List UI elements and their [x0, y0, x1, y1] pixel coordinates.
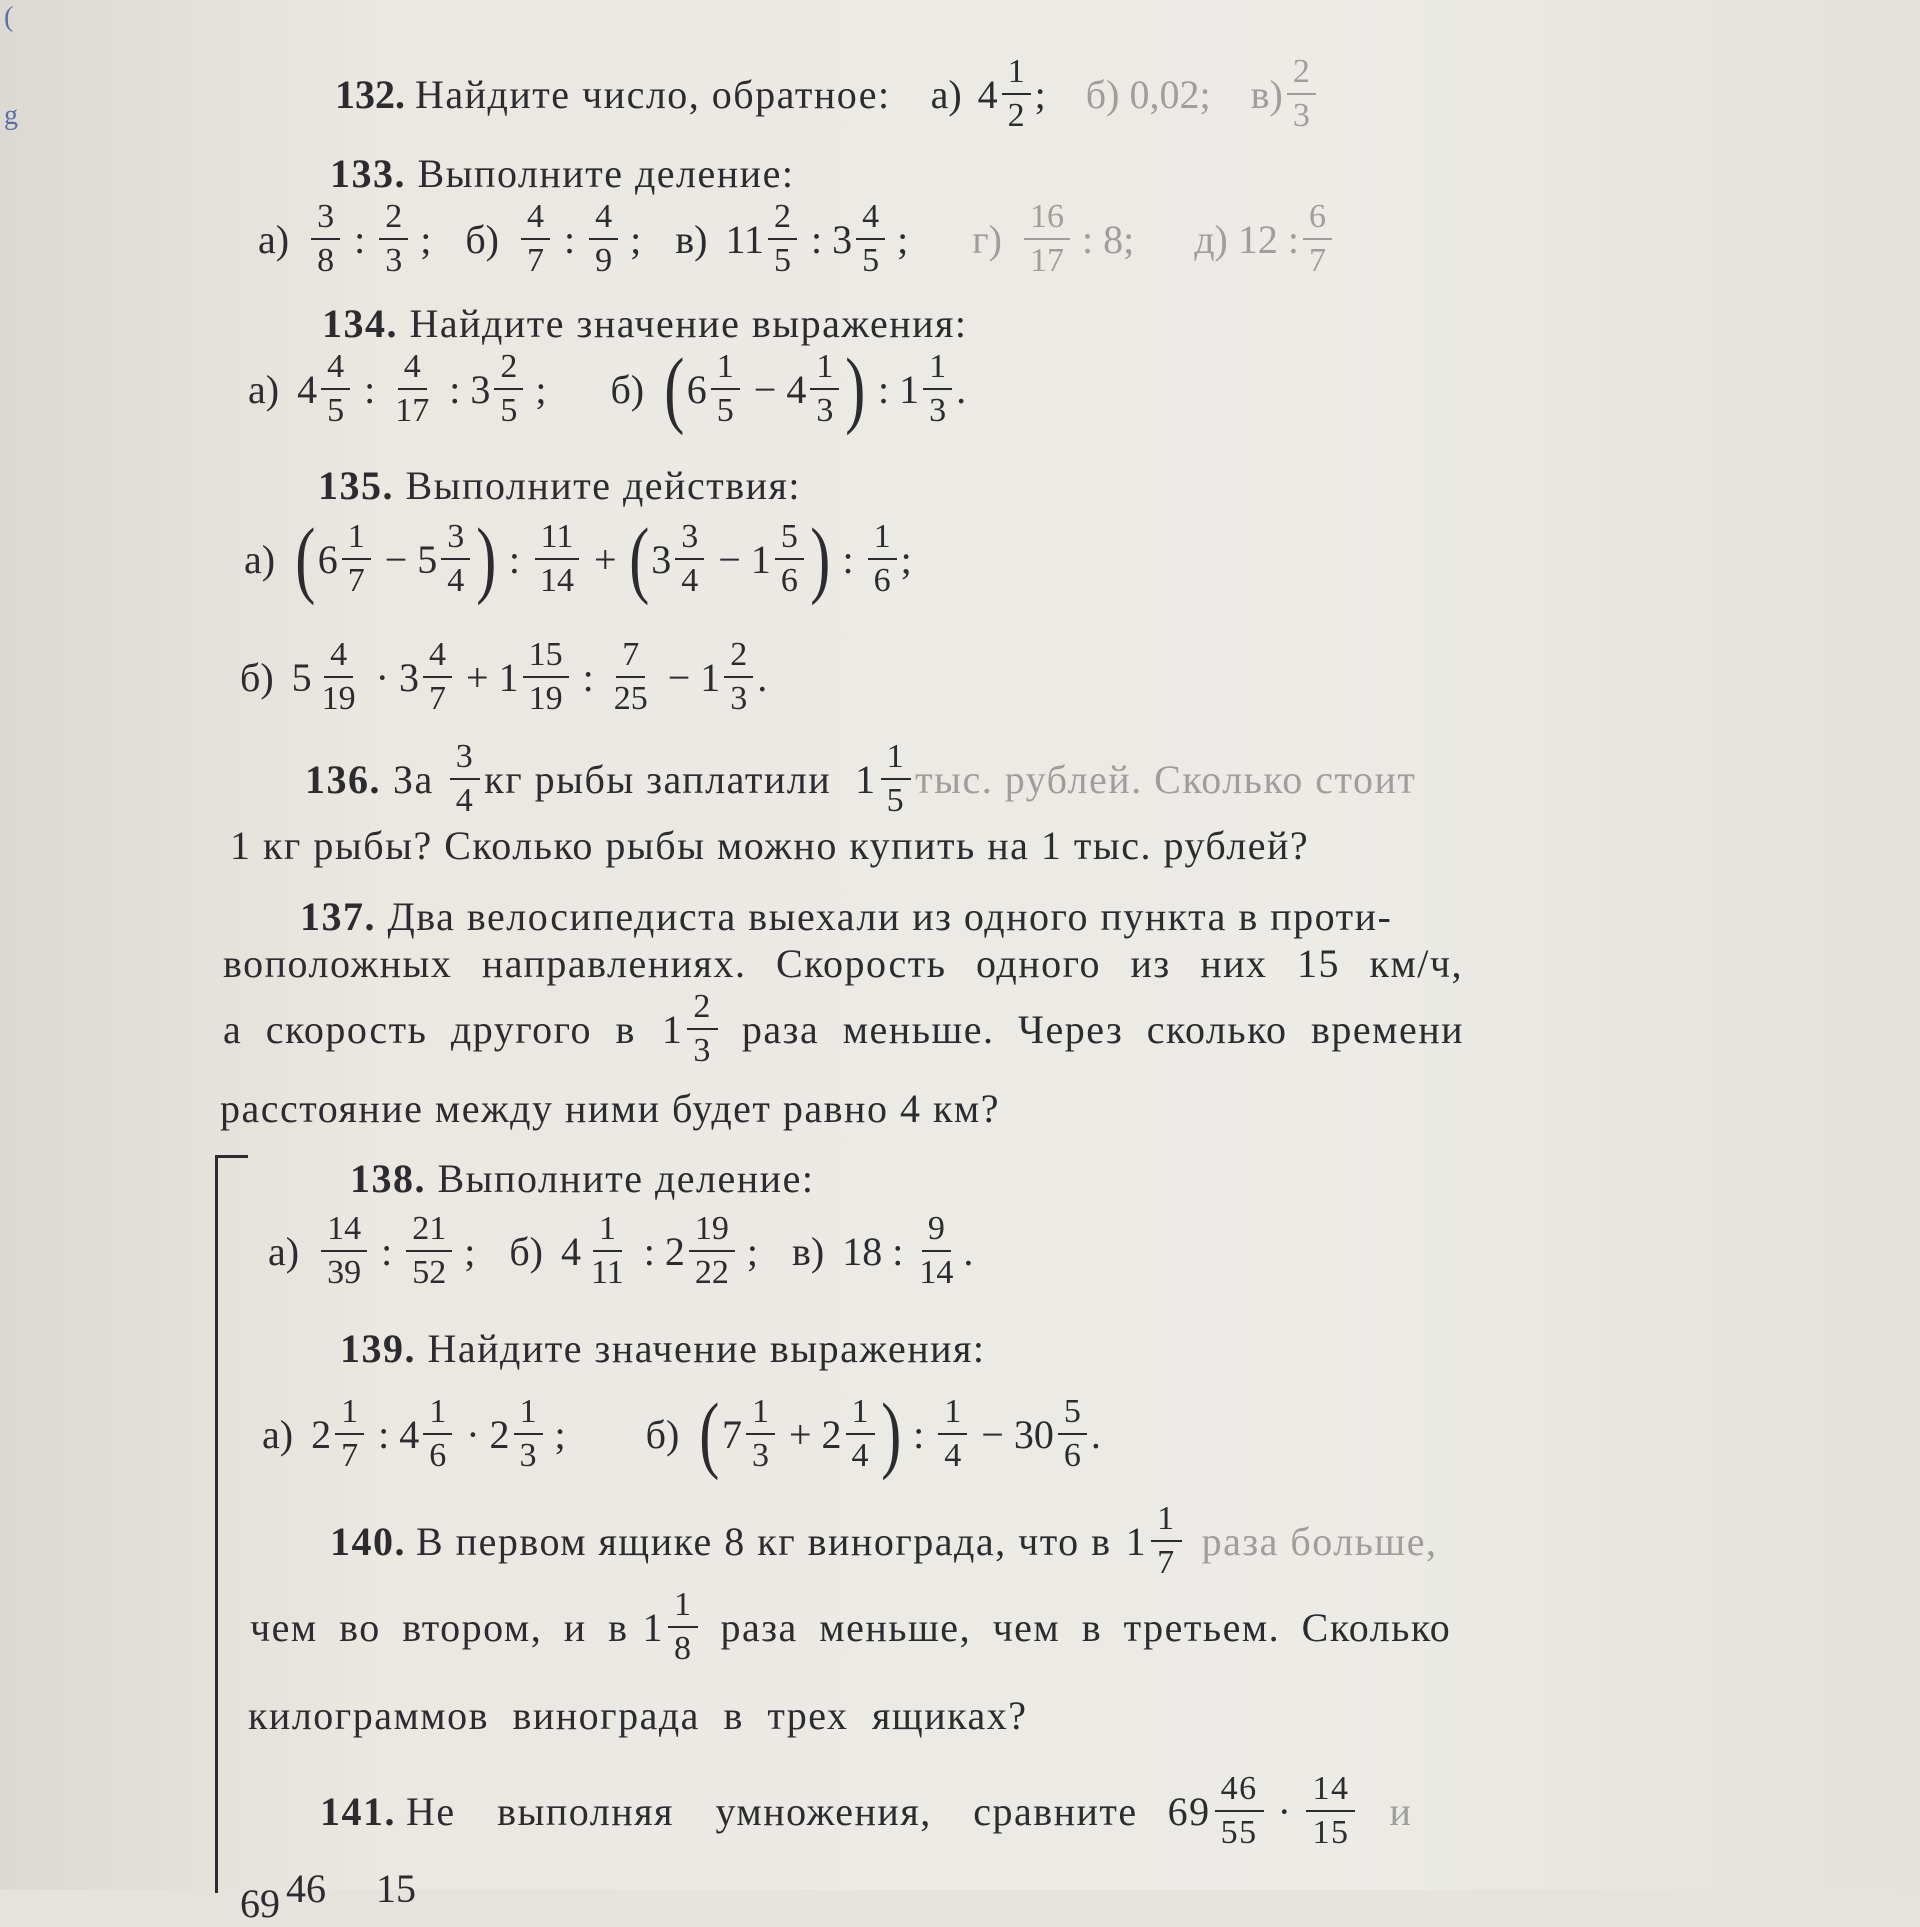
item-label: а): [268, 1228, 300, 1274]
text-segment: 4: [561, 1228, 581, 1274]
text-segment: 2: [311, 1411, 332, 1457]
numerator: 1: [1151, 1502, 1182, 1542]
denominator: 6: [429, 1437, 447, 1474]
denominator: 39: [327, 1254, 362, 1291]
text-segment: 3: [651, 536, 672, 582]
item-label: г): [972, 216, 1002, 262]
fraction: [342, 520, 371, 598]
text-segment: 3: [399, 654, 419, 700]
numerator: 14: [1306, 1772, 1355, 1812]
numerator: 6: [1303, 200, 1332, 240]
fraction: [746, 1395, 775, 1473]
denominator: 5: [500, 392, 518, 429]
text-segment: и: [1389, 1788, 1413, 1834]
text-segment: .: [963, 1228, 974, 1274]
problem-139-expressions: [262, 1385, 1101, 1482]
denominator: 55: [1220, 1814, 1258, 1851]
text-segment: 46: [286, 1866, 326, 1911]
problem-text: Выполните действия:: [405, 463, 801, 508]
text-segment: раза больше,: [1201, 1518, 1438, 1564]
denominator: 3: [730, 680, 748, 717]
math-symbol: (: [664, 340, 685, 437]
numerator: 2: [379, 200, 408, 240]
denominator: 5: [886, 782, 906, 819]
problem-text: Найдите число, обратное:: [415, 71, 891, 117]
problem-141-line1: [320, 1772, 1412, 1850]
denominator: 3: [519, 1437, 537, 1474]
denominator: 7: [341, 1437, 359, 1474]
item-label: д) 12 :: [1194, 216, 1299, 262]
math-symbol: :: [842, 536, 854, 582]
denominator: 19: [321, 680, 356, 717]
fraction: [423, 638, 452, 716]
item-label: а): [262, 1411, 294, 1457]
item-label: а): [248, 366, 280, 412]
numerator: 1: [335, 1395, 364, 1435]
numerator: 2: [687, 990, 718, 1030]
numerator: 21: [406, 1212, 452, 1252]
denominator: 9: [595, 242, 613, 279]
math-symbol: :: [643, 1228, 655, 1274]
text-segment: 5: [291, 654, 312, 700]
denominator: 5: [716, 392, 734, 429]
problem-140-line3: килограммов винограда в трех ящиках?: [248, 1693, 1028, 1738]
text-segment: .: [757, 654, 768, 700]
numerator: 1: [810, 350, 839, 390]
math-symbol: :: [364, 366, 376, 412]
fraction: [1058, 1395, 1087, 1473]
fraction: [534, 520, 580, 598]
problem-text: Найдите значение выражения:: [409, 301, 968, 346]
math-symbol: (: [699, 1385, 720, 1482]
text-segment: 1: [750, 536, 771, 582]
denominator: 3: [1292, 97, 1310, 134]
denominator: 4: [447, 562, 465, 599]
numerator: 5: [775, 520, 804, 560]
numerator: 4: [589, 200, 618, 240]
fraction: [881, 740, 912, 818]
math-symbol: (: [295, 510, 316, 607]
problem-number: 138.: [350, 1156, 426, 1201]
problem-134-heading: [322, 300, 968, 347]
fraction: [514, 1395, 543, 1473]
text-segment: 11: [725, 216, 764, 262]
numerator: 4: [398, 350, 427, 390]
numerator: 15: [523, 638, 569, 678]
text-segment: 2: [489, 1411, 510, 1457]
problem-136-line2: 1 кг рыбы? Сколько рыбы можно купить на 1 тыс. рублей?: [230, 823, 1310, 868]
problem-134-expressions: [248, 340, 967, 437]
problem-135a-expression: [244, 510, 912, 607]
text-segment: 5: [417, 536, 438, 582]
fraction: [724, 638, 753, 716]
numerator: 4: [521, 200, 550, 240]
fraction: [389, 350, 435, 428]
problem-text: Найдите значение выражения:: [427, 1326, 986, 1371]
math-symbol: ): [880, 1385, 901, 1482]
math-symbol: ;: [746, 1228, 758, 1274]
problem-139-heading: [340, 1325, 986, 1372]
denominator: 3: [751, 1437, 769, 1474]
problem-137-line3: [223, 990, 1464, 1068]
numerator: 4: [321, 350, 350, 390]
denominator: 14: [919, 1254, 954, 1291]
numerator: 11: [535, 520, 580, 560]
math-symbol: ·: [375, 654, 389, 700]
problem-136-line1: [305, 740, 1416, 818]
problem-text: Выполните деление:: [437, 1156, 815, 1201]
denominator: 17: [1029, 242, 1064, 279]
fraction: [675, 520, 704, 598]
item-label: в): [792, 1228, 825, 1274]
denominator: 5: [862, 242, 880, 279]
fraction: [521, 200, 550, 278]
fraction: [923, 350, 952, 428]
text-segment: 1: [855, 756, 877, 802]
math-symbol: ;: [630, 216, 642, 262]
numerator: 1: [938, 1395, 967, 1435]
item-label: б) 0,02;: [1085, 71, 1211, 117]
text-segment: раза меньше. Через сколько времени: [741, 1006, 1465, 1052]
sep: ;: [1034, 71, 1046, 117]
fraction: [775, 520, 804, 598]
denominator: 6: [873, 562, 891, 599]
text-segment: 1: [498, 654, 519, 700]
fraction: [316, 638, 362, 716]
denominator: 11: [591, 1254, 624, 1291]
fraction: [450, 740, 481, 818]
section-bracket: [215, 1155, 248, 1893]
math-symbol: :: [449, 366, 461, 412]
item-label: а): [244, 536, 276, 582]
numerator: 1: [881, 740, 912, 780]
whole: 4: [977, 71, 998, 117]
numerator: 1: [514, 1395, 543, 1435]
problem-number: 141.: [320, 1788, 396, 1834]
denominator: 3: [929, 392, 947, 429]
text-segment: 6: [686, 366, 707, 412]
fraction: [1306, 1772, 1355, 1850]
numerator: 1: [342, 520, 371, 560]
denominator: 4: [681, 562, 699, 599]
denominator: 3: [385, 242, 403, 279]
fraction: [846, 1395, 875, 1473]
fraction: [1024, 200, 1070, 278]
item-label: б): [465, 216, 499, 262]
text-segment: 4: [297, 366, 318, 412]
denominator: 17: [395, 392, 430, 429]
text-segment: 18 :: [842, 1228, 904, 1274]
fraction: [768, 200, 797, 278]
text-segment: В первом ящике 8 кг винограда, что в: [416, 1518, 1112, 1564]
numerator: 1: [923, 350, 952, 390]
numerator: 4: [324, 638, 353, 678]
fraction: [335, 1395, 364, 1473]
edge-pen-mark: (: [4, 2, 14, 33]
text-segment: 1: [899, 366, 920, 412]
numerator: 1: [868, 520, 897, 560]
text-segment: 3: [470, 366, 491, 412]
fraction: [1002, 55, 1031, 133]
math-symbol: −: [667, 654, 691, 700]
denominator: 4: [851, 1437, 869, 1474]
numerator: 1: [711, 350, 740, 390]
problem-number: 132.: [335, 71, 405, 117]
math-symbol: ): [810, 510, 831, 607]
math-symbol: ·: [466, 1411, 480, 1457]
fraction: [711, 350, 740, 428]
problem-number: 136.: [305, 756, 381, 802]
text-segment: 2: [664, 1228, 685, 1274]
item-label: б): [240, 654, 274, 700]
fraction: [938, 1395, 967, 1473]
numerator: 19: [689, 1212, 735, 1252]
text-segment: .: [1090, 1411, 1101, 1457]
denominator: 3: [693, 1032, 712, 1069]
fraction: [689, 1212, 735, 1290]
numerator: 2: [724, 638, 753, 678]
item-label: б): [509, 1228, 543, 1274]
denominator: 7: [1309, 242, 1326, 279]
math-symbol: ;: [464, 1228, 476, 1274]
math-symbol: +: [466, 654, 489, 700]
text-segment: 69: [240, 1881, 280, 1926]
numerator: 3: [311, 200, 340, 240]
problem-133-expressions: [258, 200, 1336, 278]
problem-text: Выполните деление:: [417, 151, 795, 196]
problem-number: 133.: [330, 151, 406, 196]
text-segment: За: [393, 756, 434, 802]
numerator: 2: [494, 350, 523, 390]
numerator: 3: [450, 740, 481, 780]
math-symbol: ·: [1277, 1788, 1293, 1834]
denominator: 19: [528, 680, 563, 717]
math-symbol: ): [476, 510, 497, 607]
text-segment: Не выполняя умножения, сравните: [406, 1788, 1138, 1834]
math-symbol: ): [845, 340, 866, 437]
math-symbol: :: [508, 536, 521, 582]
fraction: [441, 520, 470, 598]
fraction: [810, 350, 839, 428]
fraction: [856, 200, 885, 278]
numerator: 9: [922, 1212, 951, 1252]
fraction: [687, 990, 718, 1068]
fraction: [321, 1212, 367, 1290]
math-symbol: :: [354, 216, 366, 262]
math-symbol: ;: [420, 216, 432, 262]
item-label: в): [675, 216, 708, 262]
denominator: 8: [317, 242, 335, 279]
text-segment: 4: [399, 1411, 420, 1457]
denominator: 25: [613, 680, 648, 717]
item-label: а): [930, 71, 962, 117]
text-segment: 1: [700, 654, 721, 700]
numerator: 2: [768, 200, 797, 240]
text-segment: чем во втором, и в: [250, 1604, 629, 1650]
math-symbol: :: [810, 216, 823, 262]
math-symbol: :: [877, 366, 890, 412]
denominator: 4: [944, 1437, 962, 1474]
item-label: б): [610, 366, 645, 412]
fraction: [523, 638, 569, 716]
fraction: [868, 520, 897, 598]
text-segment: Два велосипедиста выехали из одного пункта в проти-: [387, 894, 1393, 939]
math-symbol: ;: [554, 1411, 566, 1457]
denominator: 14: [540, 562, 575, 599]
problem-135-heading: [318, 462, 801, 509]
text-segment: 15: [376, 1866, 416, 1911]
numerator: 3: [441, 520, 470, 560]
text-segment: раза меньше, чем в третьем. Сколько: [720, 1604, 1452, 1650]
problem-140-line1: [330, 1502, 1437, 1580]
edge-pen-mark-2: g: [4, 100, 18, 131]
numerator: 1: [1002, 55, 1031, 95]
fraction: [913, 1212, 959, 1290]
problem-138-heading: [350, 1155, 814, 1202]
math-symbol: (: [628, 510, 649, 607]
numerator: 1: [423, 1395, 452, 1435]
problem-number: 135.: [318, 463, 394, 508]
problem-140-line2: [250, 1588, 1451, 1666]
fraction: [1151, 1502, 1182, 1580]
numerator: 7: [616, 638, 645, 678]
text-segment: 2: [821, 1411, 842, 1457]
text-segment: 7: [721, 1411, 742, 1457]
math-symbol: :: [381, 1228, 393, 1274]
text-segment: ;: [900, 536, 912, 582]
denominator: 15: [1312, 1814, 1350, 1851]
fraction: [1303, 200, 1332, 278]
denominator: 2: [1007, 97, 1025, 134]
numerator: 1: [746, 1395, 775, 1435]
problem-137-line1: [300, 893, 1392, 940]
fraction: [589, 200, 618, 278]
math-symbol: −: [753, 366, 777, 412]
math-symbol: −: [981, 1411, 1004, 1457]
fraction: [311, 200, 340, 278]
denominator: 5: [327, 392, 345, 429]
math-symbol: :: [913, 1411, 925, 1457]
fraction: [1287, 55, 1316, 133]
text-segment: .: [956, 366, 967, 412]
problem-133-heading: [330, 150, 794, 197]
math-symbol: −: [384, 536, 408, 582]
text-segment: 3: [832, 216, 853, 262]
text-segment: 1: [661, 1006, 684, 1052]
problem-141-line2-cut: [240, 1850, 416, 1927]
text-segment: : 8;: [1081, 216, 1135, 262]
item-label: в): [1250, 71, 1283, 117]
denominator: 7: [1157, 1544, 1176, 1581]
denominator: 7: [347, 562, 365, 599]
fraction: [1215, 1772, 1264, 1850]
problem-number: 140.: [330, 1518, 406, 1564]
text-segment: 6: [317, 536, 338, 582]
text-segment: тыс. рублей. Сколько стоит: [915, 756, 1417, 802]
problem-135b-expression: [240, 638, 767, 716]
numerator: 4: [423, 638, 452, 678]
text-segment: 1: [642, 1604, 664, 1650]
text-segment: 1: [1125, 1518, 1148, 1564]
denominator: 7: [429, 680, 446, 717]
numerator: 1: [846, 1395, 875, 1435]
problem-number: 137.: [300, 894, 376, 939]
math-symbol: −: [718, 536, 741, 582]
problem-132: [335, 55, 1320, 133]
denominator: 6: [780, 562, 798, 599]
fraction: [423, 1395, 452, 1473]
fraction: [379, 200, 408, 278]
item-label: а): [258, 216, 290, 262]
denominator: 6: [1063, 1437, 1081, 1474]
numerator: 16: [1024, 200, 1070, 240]
denominator: 5: [773, 242, 791, 279]
problem-138-expressions: [268, 1212, 973, 1290]
fraction: [668, 1588, 699, 1666]
problem-number: 134.: [322, 301, 398, 346]
problem-number: 139.: [340, 1326, 416, 1371]
text-segment: 30: [1013, 1411, 1054, 1457]
numerator: 1: [593, 1212, 622, 1252]
denominator: 52: [412, 1254, 447, 1291]
text-segment: кг рыбы заплатили: [484, 756, 832, 802]
text-segment: а скорость другого в: [223, 1006, 636, 1052]
fraction: [585, 1212, 630, 1290]
numerator: 14: [321, 1212, 367, 1252]
math-symbol: +: [788, 1411, 812, 1457]
denominator: 7: [527, 242, 544, 279]
math-symbol: :: [378, 1411, 390, 1457]
text-segment: 69: [1167, 1788, 1211, 1834]
numerator: 3: [675, 520, 704, 560]
math-symbol: ;: [535, 366, 547, 412]
numerator: 1: [668, 1588, 699, 1628]
denominator: 22: [694, 1254, 729, 1291]
problem-137-line2: воположных направлениях. Скорость одного из них 15 км/ч,: [223, 941, 1464, 986]
math-symbol: :: [564, 216, 576, 262]
numerator: 2: [1287, 55, 1316, 95]
fraction: [321, 350, 350, 428]
text-segment: 4: [786, 366, 807, 412]
math-symbol: ;: [897, 216, 909, 262]
fraction: [406, 1212, 452, 1290]
problem-137-line4: расстояние между ними будет равно 4 км?: [220, 1086, 1000, 1131]
denominator: 3: [816, 392, 834, 429]
numerator: 46: [1215, 1772, 1264, 1812]
math-symbol: +: [594, 536, 617, 582]
fraction: [608, 638, 654, 716]
fraction: [494, 350, 523, 428]
numerator: 5: [1058, 1395, 1087, 1435]
numerator: 4: [856, 200, 885, 240]
denominator: 8: [673, 1630, 693, 1667]
denominator: 4: [455, 782, 475, 819]
item-label: б): [645, 1411, 680, 1457]
math-symbol: :: [582, 654, 594, 700]
